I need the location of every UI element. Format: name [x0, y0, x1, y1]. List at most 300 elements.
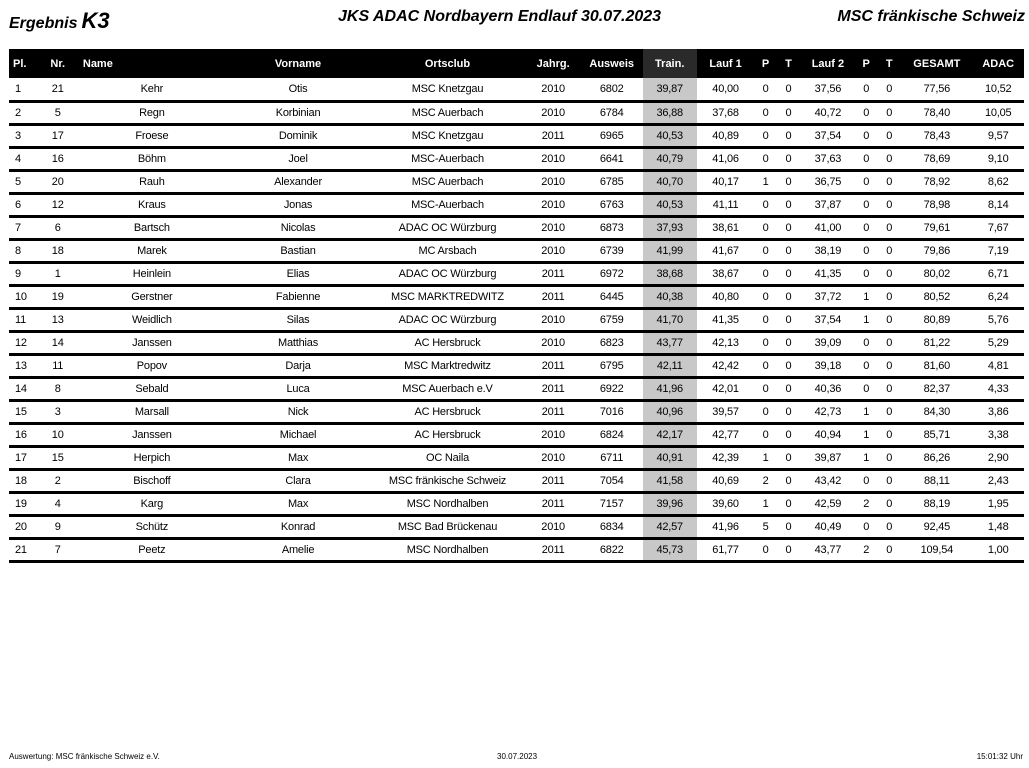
- cell-t2: 0: [877, 469, 901, 492]
- cell-lauf1: 41,96: [697, 515, 755, 538]
- cell-p2: 0: [855, 239, 877, 262]
- cell-ortsclub: MSC Auerbach: [369, 101, 526, 124]
- cell-lauf2: 37,54: [801, 308, 856, 331]
- cell-train: 40,70: [643, 170, 697, 193]
- cell-gesamt: 79,61: [901, 216, 972, 239]
- cell-t2: 0: [877, 78, 901, 101]
- organizer-name: MSC fränkische Schweiz: [837, 8, 1025, 25]
- cell-ausweis: 7157: [581, 492, 643, 515]
- cell-gesamt: 85,71: [901, 423, 972, 446]
- cell-p1: 0: [755, 423, 777, 446]
- cell-lauf2: 40,49: [801, 515, 856, 538]
- cell-pl: 19: [9, 492, 39, 515]
- cell-t2: 0: [877, 515, 901, 538]
- cell-lauf1: 42,01: [697, 377, 755, 400]
- cell-gesamt: 86,26: [901, 446, 972, 469]
- cell-p2: 0: [855, 101, 877, 124]
- cell-gesamt: 78,43: [901, 124, 972, 147]
- cell-adac: 3,38: [972, 423, 1024, 446]
- cell-t1: 0: [776, 193, 800, 216]
- cell-adac: 10,05: [972, 101, 1024, 124]
- cell-adac: 3,86: [972, 400, 1024, 423]
- footer-time: 15:01:32 Uhr: [976, 752, 1023, 761]
- cell-train: 40,53: [643, 193, 697, 216]
- cell-t1: 0: [776, 124, 800, 147]
- cell-lauf1: 42,39: [697, 446, 755, 469]
- col-header-nr: Nr.: [50, 57, 66, 70]
- table-row: [9, 538, 1024, 561]
- cell-train: 42,17: [643, 423, 697, 446]
- cell-pl: 2: [9, 101, 39, 124]
- cell-ausweis: 6445: [581, 285, 643, 308]
- cell-lauf2: 36,75: [801, 170, 856, 193]
- cell-ausweis: 6711: [581, 446, 643, 469]
- cell-nr: 12: [39, 193, 77, 216]
- cell-name: Rauh: [77, 170, 227, 193]
- cell-train: 41,96: [643, 377, 697, 400]
- cell-name: Schütz: [77, 515, 227, 538]
- cell-train: 39,87: [643, 78, 697, 101]
- col-header-gesamt: GESAMT: [913, 57, 961, 70]
- cell-p2: 1: [855, 285, 877, 308]
- col-header-ausweis: Ausweis: [589, 57, 635, 70]
- cell-p1: 0: [755, 239, 777, 262]
- cell-t1: 0: [776, 515, 800, 538]
- cell-ortsclub: ADAC OC Würzburg: [369, 216, 526, 239]
- cell-pl: 4: [9, 147, 39, 170]
- cell-lauf1: 38,67: [697, 262, 755, 285]
- cell-train: 38,68: [643, 262, 697, 285]
- table-row: [9, 515, 1024, 538]
- cell-t1: 0: [776, 78, 800, 101]
- cell-lauf1: 39,57: [697, 400, 755, 423]
- cell-jahrg: 2011: [526, 354, 581, 377]
- cell-vorname: Amelie: [227, 538, 369, 561]
- cell-jahrg: 2010: [526, 216, 581, 239]
- cell-vorname: Clara: [227, 469, 369, 492]
- cell-lauf2: 41,35: [801, 262, 856, 285]
- cell-ausweis: 6802: [581, 78, 643, 101]
- cell-jahrg: 2010: [526, 193, 581, 216]
- cell-jahrg: 2011: [526, 377, 581, 400]
- cell-train: 43,77: [643, 331, 697, 354]
- cell-t2: 0: [877, 423, 901, 446]
- table-row: [9, 423, 1024, 446]
- cell-train: 40,91: [643, 446, 697, 469]
- cell-t1: 0: [776, 331, 800, 354]
- cell-nr: 6: [39, 216, 77, 239]
- cell-nr: 4: [39, 492, 77, 515]
- cell-p2: 1: [855, 308, 877, 331]
- cell-lauf2: 42,59: [801, 492, 856, 515]
- cell-pl: 14: [9, 377, 39, 400]
- cell-p2: 0: [855, 193, 877, 216]
- footer-evaluation: Auswertung: MSC fränkische Schweiz e.V.: [9, 752, 160, 761]
- cell-t1: 0: [776, 308, 800, 331]
- table-row: [9, 101, 1024, 124]
- report-header: [0, 0, 1029, 40]
- cell-ausweis: 7016: [581, 400, 643, 423]
- cell-ortsclub: AC Hersbruck: [369, 400, 526, 423]
- cell-train: 36,88: [643, 101, 697, 124]
- cell-pl: 12: [9, 331, 39, 354]
- cell-vorname: Elias: [227, 262, 369, 285]
- cell-nr: 14: [39, 331, 77, 354]
- cell-lauf2: 39,09: [801, 331, 856, 354]
- cell-jahrg: 2010: [526, 101, 581, 124]
- cell-lauf1: 61,77: [697, 538, 755, 561]
- cell-vorname: Konrad: [227, 515, 369, 538]
- cell-jahrg: 2010: [526, 170, 581, 193]
- cell-vorname: Joel: [227, 147, 369, 170]
- cell-p1: 5: [755, 515, 777, 538]
- cell-ausweis: 6972: [581, 262, 643, 285]
- cell-t1: 0: [776, 492, 800, 515]
- cell-vorname: Alexander: [227, 170, 369, 193]
- cell-name: Karg: [77, 492, 227, 515]
- col-header-jahrg: Jahrg.: [536, 57, 570, 70]
- col-header-lauf1: Lauf 1: [709, 57, 742, 70]
- cell-adac: 2,90: [972, 446, 1024, 469]
- cell-vorname: Nick: [227, 400, 369, 423]
- cell-lauf1: 41,11: [697, 193, 755, 216]
- cell-nr: 19: [39, 285, 77, 308]
- cell-adac: 6,24: [972, 285, 1024, 308]
- cell-gesamt: 92,45: [901, 515, 972, 538]
- cell-pl: 5: [9, 170, 39, 193]
- cell-name: Böhm: [77, 147, 227, 170]
- table-row: [9, 446, 1024, 469]
- cell-p1: 1: [755, 446, 777, 469]
- cell-ausweis: 6795: [581, 354, 643, 377]
- cell-name: Kraus: [77, 193, 227, 216]
- cell-nr: 16: [39, 147, 77, 170]
- cell-p1: 0: [755, 354, 777, 377]
- event-title: JKS ADAC Nordbayern Endlauf 30.07.2023: [338, 8, 662, 25]
- cell-lauf2: 37,56: [801, 78, 856, 101]
- cell-gesamt: 78,40: [901, 101, 972, 124]
- cell-ortsclub: MSC MARKTREDWITZ: [369, 285, 526, 308]
- cell-t1: 0: [776, 354, 800, 377]
- cell-train: 45,73: [643, 538, 697, 561]
- cell-ortsclub: MSC Bad Brückenau: [369, 515, 526, 538]
- cell-train: 42,57: [643, 515, 697, 538]
- cell-gesamt: 80,52: [901, 285, 972, 308]
- cell-ortsclub: MSC Marktredwitz: [369, 354, 526, 377]
- cell-p2: 0: [855, 469, 877, 492]
- cell-p1: 2: [755, 469, 777, 492]
- table-row: [9, 216, 1024, 239]
- cell-vorname: Jonas: [227, 193, 369, 216]
- cell-vorname: Silas: [227, 308, 369, 331]
- cell-adac: 9,10: [972, 147, 1024, 170]
- cell-ortsclub: MSC Knetzgau: [369, 78, 526, 101]
- cell-lauf1: 40,89: [697, 124, 755, 147]
- cell-gesamt: 79,86: [901, 239, 972, 262]
- cell-name: Herpich: [77, 446, 227, 469]
- cell-pl: 10: [9, 285, 39, 308]
- cell-jahrg: 2011: [526, 262, 581, 285]
- cell-lauf2: 37,72: [801, 285, 856, 308]
- cell-ausweis: 6739: [581, 239, 643, 262]
- cell-vorname: Dominik: [227, 124, 369, 147]
- cell-adac: 10,52: [972, 78, 1024, 101]
- cell-pl: 18: [9, 469, 39, 492]
- cell-adac: 9,57: [972, 124, 1024, 147]
- cell-adac: 5,29: [972, 331, 1024, 354]
- cell-nr: 18: [39, 239, 77, 262]
- cell-p2: 0: [855, 147, 877, 170]
- cell-nr: 20: [39, 170, 77, 193]
- cell-lauf1: 40,69: [697, 469, 755, 492]
- cell-gesamt: 109,54: [901, 538, 972, 561]
- cell-lauf1: 41,35: [697, 308, 755, 331]
- cell-lauf2: 37,54: [801, 124, 856, 147]
- cell-t2: 0: [877, 492, 901, 515]
- cell-ausweis: 6824: [581, 423, 643, 446]
- col-header-t1: T: [785, 57, 792, 70]
- cell-lauf2: 40,94: [801, 423, 856, 446]
- table-row: [9, 469, 1024, 492]
- col-header-ortsclub: Ortsclub: [424, 57, 471, 70]
- col-header-pl: Pl.: [13, 57, 27, 70]
- cell-lauf1: 42,77: [697, 423, 755, 446]
- cell-p2: 0: [855, 170, 877, 193]
- cell-t2: 0: [877, 101, 901, 124]
- cell-ausweis: 6965: [581, 124, 643, 147]
- table-row: [9, 124, 1024, 147]
- cell-train: 40,53: [643, 124, 697, 147]
- cell-ausweis: 6823: [581, 331, 643, 354]
- cell-nr: 8: [39, 377, 77, 400]
- cell-gesamt: 80,02: [901, 262, 972, 285]
- cell-p1: 0: [755, 377, 777, 400]
- cell-pl: 20: [9, 515, 39, 538]
- cell-ausweis: 6759: [581, 308, 643, 331]
- cell-t1: 0: [776, 400, 800, 423]
- cell-ortsclub: MSC Auerbach: [369, 170, 526, 193]
- cell-p1: 0: [755, 124, 777, 147]
- cell-pl: 9: [9, 262, 39, 285]
- cell-vorname: Michael: [227, 423, 369, 446]
- table-row: [9, 285, 1024, 308]
- cell-jahrg: 2010: [526, 78, 581, 101]
- cell-p2: 0: [855, 78, 877, 101]
- cell-p1: 0: [755, 78, 777, 101]
- cell-ortsclub: MSC Nordhalben: [369, 492, 526, 515]
- cell-nr: 10: [39, 423, 77, 446]
- cell-t2: 0: [877, 239, 901, 262]
- cell-p2: 2: [855, 492, 877, 515]
- cell-lauf1: 40,00: [697, 78, 755, 101]
- cell-ortsclub: AC Hersbruck: [369, 423, 526, 446]
- cell-adac: 7,19: [972, 239, 1024, 262]
- cell-ausweis: 6822: [581, 538, 643, 561]
- cell-t2: 0: [877, 538, 901, 561]
- cell-t1: 0: [776, 101, 800, 124]
- cell-name: Sebald: [77, 377, 227, 400]
- cell-p1: 1: [755, 170, 777, 193]
- cell-lauf2: 39,87: [801, 446, 856, 469]
- cell-nr: 1: [39, 262, 77, 285]
- table-header: [9, 49, 1024, 78]
- cell-p2: 1: [855, 423, 877, 446]
- cell-adac: 8,62: [972, 170, 1024, 193]
- cell-ortsclub: ADAC OC Würzburg: [369, 262, 526, 285]
- col-header-name: Name: [82, 57, 113, 70]
- cell-p2: 1: [855, 446, 877, 469]
- cell-lauf2: 43,42: [801, 469, 856, 492]
- cell-name: Peetz: [77, 538, 227, 561]
- cell-ausweis: 6834: [581, 515, 643, 538]
- table-row: [9, 170, 1024, 193]
- cell-nr: 13: [39, 308, 77, 331]
- cell-p2: 0: [855, 216, 877, 239]
- cell-nr: 7: [39, 538, 77, 561]
- cell-adac: 4,33: [972, 377, 1024, 400]
- cell-t1: 0: [776, 170, 800, 193]
- cell-nr: 11: [39, 354, 77, 377]
- cell-pl: 8: [9, 239, 39, 262]
- cell-p2: 0: [855, 515, 877, 538]
- table-row: [9, 147, 1024, 170]
- cell-name: Janssen: [77, 423, 227, 446]
- cell-ausweis: 6763: [581, 193, 643, 216]
- report-title: [9, 8, 110, 34]
- cell-nr: 3: [39, 400, 77, 423]
- cell-vorname: Luca: [227, 377, 369, 400]
- cell-ortsclub: MSC-Auerbach: [369, 193, 526, 216]
- cell-adac: 1,00: [972, 538, 1024, 561]
- cell-train: 40,79: [643, 147, 697, 170]
- cell-pl: 17: [9, 446, 39, 469]
- cell-t1: 0: [776, 147, 800, 170]
- cell-nr: 17: [39, 124, 77, 147]
- cell-t2: 0: [877, 354, 901, 377]
- cell-lauf1: 40,80: [697, 285, 755, 308]
- cell-lauf1: 37,68: [697, 101, 755, 124]
- cell-p2: 0: [855, 354, 877, 377]
- cell-jahrg: 2011: [526, 124, 581, 147]
- table-row: [9, 193, 1024, 216]
- cell-gesamt: 81,60: [901, 354, 972, 377]
- cell-gesamt: 88,11: [901, 469, 972, 492]
- cell-p1: 0: [755, 331, 777, 354]
- cell-t1: 0: [776, 285, 800, 308]
- cell-pl: 16: [9, 423, 39, 446]
- col-header-t2: T: [885, 57, 893, 70]
- cell-lauf2: 41,00: [801, 216, 856, 239]
- table-row: [9, 262, 1024, 285]
- table-row: [9, 492, 1024, 515]
- cell-gesamt: 78,92: [901, 170, 972, 193]
- cell-vorname: Matthias: [227, 331, 369, 354]
- cell-nr: 9: [39, 515, 77, 538]
- table-row: [9, 400, 1024, 423]
- cell-p2: 1: [855, 400, 877, 423]
- table-row: [9, 239, 1024, 262]
- cell-pl: 3: [9, 124, 39, 147]
- cell-p2: 0: [855, 262, 877, 285]
- cell-adac: 5,76: [972, 308, 1024, 331]
- cell-name: Heinlein: [77, 262, 227, 285]
- table-row: [9, 78, 1024, 101]
- table-row: [9, 377, 1024, 400]
- cell-adac: 7,67: [972, 216, 1024, 239]
- cell-gesamt: 84,30: [901, 400, 972, 423]
- cell-pl: 1: [9, 78, 39, 101]
- cell-lauf1: 40,17: [697, 170, 755, 193]
- cell-jahrg: 2011: [526, 400, 581, 423]
- cell-lauf2: 38,19: [801, 239, 856, 262]
- cell-train: 37,93: [643, 216, 697, 239]
- cell-train: 41,70: [643, 308, 697, 331]
- cell-p1: 0: [755, 101, 777, 124]
- cell-p2: 2: [855, 538, 877, 561]
- cell-lauf1: 42,42: [697, 354, 755, 377]
- cell-t2: 0: [877, 331, 901, 354]
- cell-adac: 8,14: [972, 193, 1024, 216]
- cell-lauf2: 40,36: [801, 377, 856, 400]
- cell-p2: 0: [855, 124, 877, 147]
- cell-jahrg: 2011: [526, 285, 581, 308]
- cell-gesamt: 88,19: [901, 492, 972, 515]
- cell-name: Gerstner: [77, 285, 227, 308]
- cell-gesamt: 77,56: [901, 78, 972, 101]
- cell-lauf2: 42,73: [801, 400, 856, 423]
- cell-nr: 2: [39, 469, 77, 492]
- cell-pl: 13: [9, 354, 39, 377]
- col-header-p1: P: [761, 57, 770, 70]
- cell-name: Bartsch: [77, 216, 227, 239]
- cell-adac: 6,71: [972, 262, 1024, 285]
- cell-ausweis: 6922: [581, 377, 643, 400]
- cell-name: Popov: [77, 354, 227, 377]
- cell-ortsclub: MSC Nordhalben: [369, 538, 526, 561]
- cell-ausweis: 6785: [581, 170, 643, 193]
- cell-nr: 21: [39, 78, 77, 101]
- cell-pl: 7: [9, 216, 39, 239]
- cell-ausweis: 6784: [581, 101, 643, 124]
- cell-lauf1: 41,67: [697, 239, 755, 262]
- cell-ausweis: 6873: [581, 216, 643, 239]
- cell-vorname: Fabienne: [227, 285, 369, 308]
- cell-ortsclub: ADAC OC Würzburg: [369, 308, 526, 331]
- cell-p1: 1: [755, 492, 777, 515]
- cell-pl: 21: [9, 538, 39, 561]
- cell-train: 41,99: [643, 239, 697, 262]
- footer-date: 30.07.2023: [497, 752, 538, 761]
- class-label: K3: [81, 8, 110, 33]
- cell-jahrg: 2010: [526, 515, 581, 538]
- cell-adac: 4,81: [972, 354, 1024, 377]
- cell-jahrg: 2011: [526, 469, 581, 492]
- cell-train: 39,96: [643, 492, 697, 515]
- cell-vorname: Nicolas: [227, 216, 369, 239]
- cell-vorname: Max: [227, 492, 369, 515]
- cell-jahrg: 2011: [526, 492, 581, 515]
- cell-t2: 0: [877, 147, 901, 170]
- cell-p1: 0: [755, 262, 777, 285]
- col-header-vorname: Vorname: [274, 57, 322, 70]
- cell-adac: 1,95: [972, 492, 1024, 515]
- cell-ortsclub: OC Naila: [369, 446, 526, 469]
- cell-train: 42,11: [643, 354, 697, 377]
- cell-t1: 0: [776, 538, 800, 561]
- cell-t2: 0: [877, 193, 901, 216]
- cell-jahrg: 2010: [526, 147, 581, 170]
- col-header-train: Train.: [643, 49, 697, 78]
